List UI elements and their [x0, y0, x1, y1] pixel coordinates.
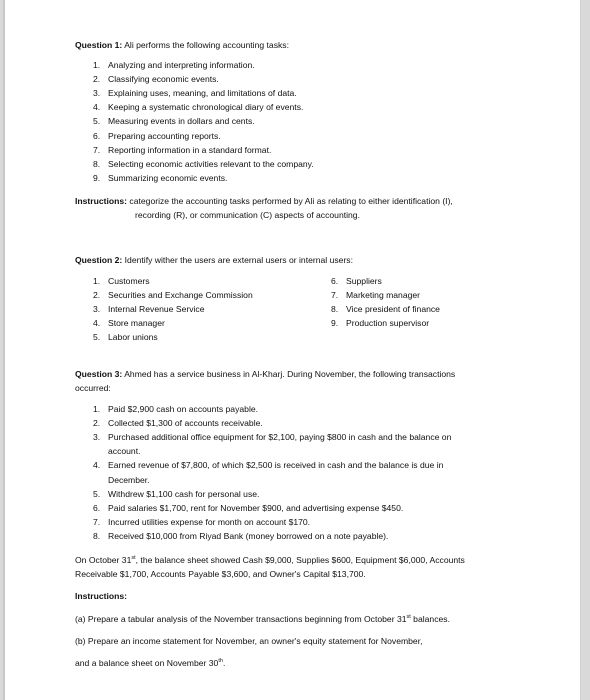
list-item-text: Selecting economic activities relevant to the company. — [108, 158, 314, 169]
q3-balance-text-a: On October 31 — [75, 555, 132, 565]
list-number: 2. — [93, 74, 101, 85]
list-item — [93, 332, 158, 343]
list-item-text: Suppliers — [346, 276, 382, 286]
q3-balance-sup: st — [131, 555, 136, 562]
list-item-text: December. — [108, 474, 150, 485]
list-item-text: Paid $2,900 cash on accounts payable. — [108, 404, 259, 414]
list-item-text: Vice president of finance — [346, 304, 440, 315]
list-item-text: Measuring events in dollars and cents. — [108, 116, 255, 127]
list-number: 2. — [93, 418, 101, 429]
list-item — [93, 460, 443, 471]
list-item-text: Store manager — [108, 318, 165, 329]
list-item-text: Incurred utilities expense for month on account $170. — [108, 516, 311, 527]
list-number: 4. — [93, 102, 101, 113]
list-number: 5. — [93, 116, 101, 127]
q3-balance-line1 — [75, 555, 465, 566]
list-item-text: Earned revenue of $7,800, of which $2,500 is received in cash and the balance is due in — [108, 460, 444, 471]
list-item — [331, 276, 382, 287]
q2-heading — [75, 255, 353, 266]
q3-heading-line2: occurred: — [75, 383, 111, 393]
list-number: 5. — [93, 332, 101, 343]
list-number: 8. — [331, 304, 339, 315]
list-item — [93, 102, 303, 113]
q1-instructions-line1 — [75, 196, 453, 207]
list-item — [93, 159, 314, 170]
list-item — [93, 531, 388, 542]
list-number: 8. — [93, 158, 101, 169]
list-item-text: Preparing accounting reports. — [108, 130, 221, 141]
q3-instruction-a-end: balances. — [410, 614, 450, 624]
list-item-text: Withdrew $1,100 cash for personal use. — [108, 488, 260, 499]
list-item — [93, 60, 255, 71]
list-item — [331, 290, 420, 301]
page-edge-left — [3, 0, 5, 700]
list-item-text: Reporting information in a standard format. — [108, 144, 272, 155]
list-number: 9. — [331, 318, 339, 329]
q3-instruction-b-line1: (b) Prepare an income statement for November, an owner's equity statement for November, — [75, 636, 423, 646]
list-number: 4. — [93, 460, 101, 471]
q2-text: Identify wither the users are external users or internal users: — [122, 255, 353, 265]
list-item — [93, 503, 403, 514]
list-item-text: Paid salaries $1,700, rent for November $900, and advertising expense $450. — [108, 502, 404, 513]
list-item-continuation — [108, 475, 150, 486]
q1-label: Question 1: — [75, 40, 123, 50]
list-item-text: Production supervisor — [346, 318, 430, 329]
list-item — [93, 173, 227, 184]
list-number: 8. — [93, 530, 101, 541]
list-item — [93, 304, 205, 315]
list-item-text: Marketing manager — [346, 290, 421, 301]
list-item-text: Keeping a systematic chronological diary of events. — [108, 102, 304, 113]
list-item-text: Collected $1,300 of accounts receivable. — [108, 418, 263, 429]
q1-heading — [75, 40, 289, 51]
q3-instruction-b-sup: th — [218, 658, 223, 665]
list-item — [93, 145, 271, 156]
list-item-text: Classifying economic events. — [108, 74, 219, 85]
page-edge-right — [580, 0, 581, 700]
list-number: 3. — [93, 432, 101, 443]
list-item — [93, 290, 253, 301]
q1-instructions-label: Instructions: — [75, 196, 128, 206]
q3-text: Ahmed has a service business in Al-Kharj. During November, the following transactions — [122, 369, 456, 379]
list-item-text: Customers — [108, 276, 150, 286]
list-number: 5. — [93, 488, 101, 499]
list-number: 3. — [93, 304, 101, 315]
list-number: 1. — [93, 60, 101, 70]
list-item — [93, 88, 297, 99]
q1-instructions-text: categorize the accounting tasks performed by Ali as relating to either identification (I), — [127, 196, 453, 206]
list-item — [93, 517, 310, 528]
list-item-text: Analyzing and interpreting information. — [108, 60, 255, 70]
list-item — [93, 116, 255, 127]
list-item — [93, 318, 165, 329]
list-item — [93, 432, 451, 443]
list-item-text: Explaining uses, meaning, and limitations of data. — [108, 88, 297, 99]
q3-balance-text-b: , the balance sheet showed Cash $9,000, Supplies $600, Equipment $6,000, Accounts — [135, 555, 465, 565]
q3-label: Question 3: — [75, 369, 123, 379]
list-number: 2. — [93, 290, 101, 301]
q1-text: Ali performs the following accounting tasks: — [122, 40, 289, 50]
document-page — [3, 0, 581, 700]
list-number: 4. — [93, 318, 101, 329]
list-number: 6. — [93, 130, 101, 141]
q3-instruction-b-line2 — [75, 658, 225, 669]
q1-instructions-line2: recording (R), or communication (C) aspects of accounting. — [135, 210, 360, 220]
list-number: 7. — [93, 144, 101, 155]
q3-instruction-a — [75, 614, 450, 625]
q3-instruction-a-sup: st — [406, 614, 411, 621]
list-item-continuation — [108, 446, 141, 457]
list-item — [93, 489, 259, 500]
list-item-text: Labor unions — [108, 332, 158, 343]
q3-instructions-label: Instructions: — [75, 591, 128, 601]
list-number: 7. — [331, 290, 339, 301]
q3-instruction-a-text: (a) Prepare a tabular analysis of the November transactions beginning from October 31 — [75, 614, 407, 624]
q3-heading-line1 — [75, 369, 455, 380]
list-number: 3. — [93, 88, 101, 99]
list-item-text: Internal Revenue Service — [108, 304, 205, 315]
q3-balance-line2: Receivable $1,700, Accounts Payable $3,600, and Owner's Capital $13,700. — [75, 569, 366, 579]
list-number: 6. — [93, 502, 101, 513]
list-number: 7. — [93, 516, 101, 527]
list-number: 1. — [93, 404, 101, 414]
list-number: 9. — [93, 172, 101, 183]
list-number: 6. — [331, 276, 339, 286]
list-item-text: Received $10,000 from Riyad Bank (money borrowed on a note payable). — [108, 530, 389, 541]
q3-instruction-b-text: and a balance sheet on November 30 — [75, 658, 219, 668]
list-item — [93, 418, 263, 429]
list-item — [331, 304, 440, 315]
list-item-text: Summarizing economic events. — [108, 172, 228, 183]
q3-instruction-b-end: . — [222, 658, 226, 668]
list-number: 1. — [93, 276, 101, 286]
q2-label: Question 2: — [75, 255, 123, 265]
list-item-text: account. — [108, 446, 141, 457]
list-item — [331, 318, 429, 329]
list-item — [93, 276, 150, 287]
list-item-text: Securities and Exchange Commission — [108, 290, 253, 301]
list-item — [93, 404, 258, 415]
list-item — [93, 74, 219, 85]
list-item — [93, 131, 221, 142]
list-item-text: Purchased additional office equipment for $2,100, paying $800 in cash and the balance on — [108, 432, 452, 443]
